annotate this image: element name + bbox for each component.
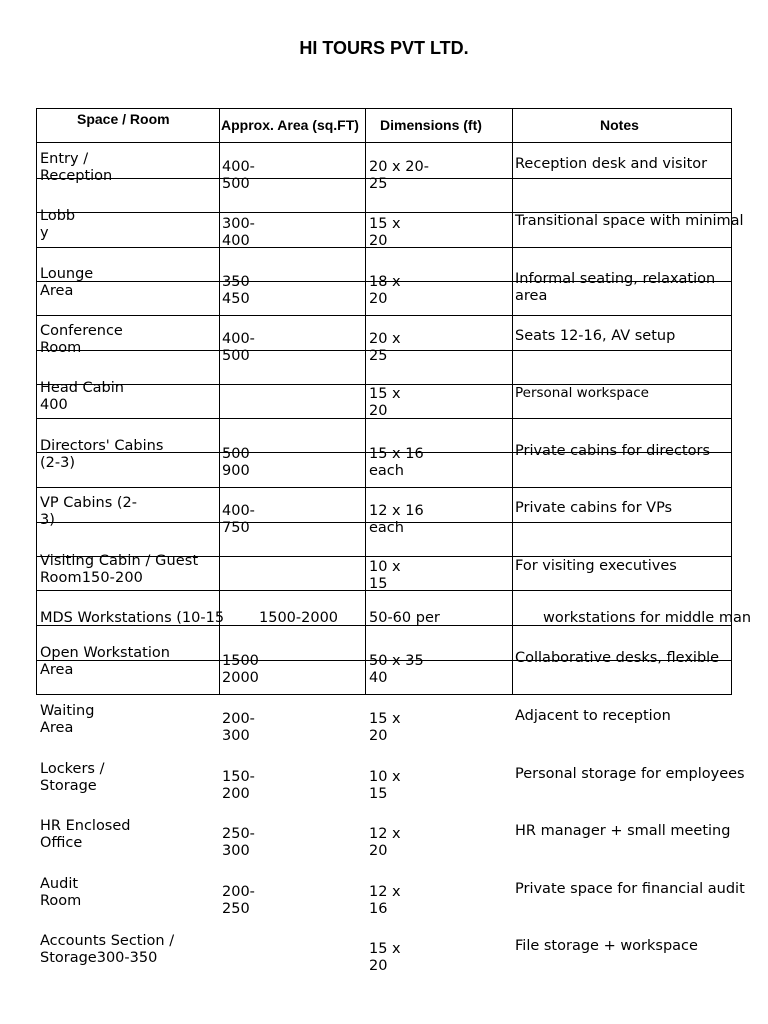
- cell-dims: [369, 386, 401, 420]
- cell-line: 12 x: [369, 884, 401, 900]
- cell-space: [40, 876, 81, 910]
- cell-line: MDS Workstations (10-15: [40, 610, 225, 626]
- cell-line: 20: [369, 843, 388, 859]
- cell-line: 250: [222, 901, 250, 917]
- cell-line: VP Cabins (2-: [40, 495, 137, 511]
- cell-line: 25: [369, 348, 388, 364]
- cell-notes: [543, 610, 751, 627]
- cell-line: 20: [369, 291, 388, 307]
- cell-line: 3): [40, 512, 55, 528]
- column-rule: [731, 108, 732, 695]
- cell-line: Lobb: [40, 208, 76, 224]
- cell-line: 400: [222, 233, 250, 249]
- cell-line: (2-3): [40, 455, 75, 471]
- cell-line: 250-: [222, 826, 255, 842]
- cell-line: 200-: [222, 711, 255, 727]
- cell-line: Private space for financial audit: [515, 881, 745, 897]
- cell-line: Accounts Section /: [40, 933, 175, 949]
- cell-notes: [515, 881, 745, 898]
- header-approx-area: Approx. Area (sq.FT): [221, 117, 359, 133]
- cell-dims: [369, 826, 401, 860]
- cell-line: Lounge: [40, 266, 94, 282]
- cell-line: 2000: [222, 670, 259, 686]
- cell-line: 200: [222, 786, 250, 802]
- cell-line: each: [369, 463, 404, 479]
- cell-line: 15 x: [369, 386, 401, 402]
- cell-line: 15: [369, 786, 388, 802]
- cell-line: 300: [222, 843, 250, 859]
- cell-line: 50-60 per: [369, 610, 440, 626]
- cell-line: 20 x: [369, 331, 401, 347]
- cell-line: area: [515, 288, 548, 304]
- cell-line: 40: [369, 670, 388, 686]
- cell-line: 1500-2000: [259, 610, 339, 626]
- cell-line: 500: [222, 348, 250, 364]
- cell-line: 12 x: [369, 826, 401, 842]
- cell-area: [222, 711, 255, 745]
- cell-line: Personal workspace: [515, 385, 649, 401]
- cell-line: 300-: [222, 216, 255, 232]
- cell-line: 400: [40, 397, 68, 413]
- cell-area: [222, 826, 255, 860]
- cell-line: Conference: [40, 323, 123, 339]
- cell-line: Room: [40, 893, 82, 909]
- cell-dims: [369, 610, 440, 627]
- cell-line: 200-: [222, 884, 255, 900]
- cell-notes: [515, 213, 744, 230]
- cell-dims: [369, 711, 401, 745]
- cell-line: 450: [222, 291, 250, 307]
- cell-notes: [515, 443, 710, 460]
- cell-line: Directors' Cabins: [40, 438, 164, 454]
- cell-line: Seats 12-16, AV setup: [515, 328, 676, 344]
- cell-line: 15 x: [369, 216, 401, 232]
- cell-notes: [515, 271, 715, 305]
- cell-dims: [369, 331, 401, 365]
- cell-dims: [369, 216, 401, 250]
- header-notes: Notes: [600, 117, 639, 133]
- cell-dims: [369, 274, 401, 308]
- cell-line: Transitional space with minimal: [515, 213, 744, 229]
- cell-space: [40, 438, 163, 472]
- cell-line: y: [40, 225, 49, 241]
- cell-line: 500: [222, 176, 250, 192]
- cell-space: [40, 703, 94, 737]
- cell-line: Adjacent to reception: [515, 708, 671, 724]
- cell-space: [40, 553, 198, 587]
- cell-notes: [515, 385, 649, 402]
- cell-area: [222, 653, 259, 687]
- cell-line: Area: [40, 720, 74, 736]
- cell-space: [40, 380, 124, 414]
- cell-line: 1500: [222, 653, 259, 669]
- cell-line: 15 x: [369, 941, 401, 957]
- cell-space: [40, 933, 174, 967]
- column-rule: [365, 108, 366, 695]
- cell-line: Waiting: [40, 703, 95, 719]
- cell-line: 25: [369, 176, 388, 192]
- cell-line: 10 x: [369, 559, 401, 575]
- cell-notes: [515, 938, 698, 955]
- cell-line: Collaborative desks, flexible: [515, 650, 720, 666]
- cell-dims: [369, 653, 424, 687]
- cell-area: [222, 331, 255, 365]
- cell-area: [222, 884, 255, 918]
- cell-line: 750: [222, 520, 250, 536]
- cell-line: 12 x 16: [369, 503, 424, 519]
- cell-dims: [369, 559, 401, 593]
- cell-line: 15 x 16: [369, 446, 424, 462]
- cell-area: [222, 503, 255, 537]
- cell-line: Area: [40, 283, 74, 299]
- cell-line: Open Workstation: [40, 645, 170, 661]
- cell-line: Audit: [40, 876, 79, 892]
- header-space-room: Space / Room: [77, 111, 170, 127]
- cell-line: For visiting executives: [515, 558, 677, 574]
- cell-notes: [515, 328, 675, 345]
- cell-line: 18 x: [369, 274, 401, 290]
- cell-line: 900: [222, 463, 250, 479]
- cell-notes: [515, 766, 745, 783]
- cell-line: 20: [369, 403, 388, 419]
- cell-space: [40, 610, 224, 627]
- cell-line: 500: [222, 446, 250, 462]
- cell-line: 15: [369, 576, 388, 592]
- cell-area: [259, 610, 338, 627]
- cell-area: [222, 274, 250, 308]
- cell-line: Visiting Cabin / Guest: [40, 553, 199, 569]
- cell-line: File storage + workspace: [515, 938, 698, 954]
- cell-notes: [515, 500, 672, 517]
- table-rule: [36, 315, 732, 316]
- cell-space: [40, 818, 131, 852]
- cell-line: 20: [369, 233, 388, 249]
- cell-space: [40, 761, 104, 795]
- cell-line: 400-: [222, 503, 255, 519]
- table-rule: [36, 108, 732, 109]
- cell-line: each: [369, 520, 404, 536]
- column-rule: [36, 108, 37, 695]
- cell-line: Entry /: [40, 151, 89, 167]
- cell-notes: [515, 558, 677, 575]
- cell-line: Room150-200: [40, 570, 143, 586]
- cell-line: 350: [222, 274, 250, 290]
- cell-line: Storage300-350: [40, 950, 158, 966]
- cell-line: Room: [40, 340, 82, 356]
- cell-line: Head Cabin: [40, 380, 124, 396]
- document-title: HI TOURS PVT LTD.: [299, 38, 469, 58]
- table-rule: [36, 694, 732, 695]
- cell-line: HR manager + small meeting: [515, 823, 731, 839]
- cell-line: 16: [369, 901, 388, 917]
- cell-line: 20: [369, 958, 388, 974]
- cell-line: Reception desk and visitor: [515, 156, 708, 172]
- table-rule: [36, 142, 732, 143]
- cell-notes: [515, 650, 719, 667]
- cell-line: Personal storage for employees: [515, 766, 745, 782]
- cell-line: 150-: [222, 769, 255, 785]
- cell-line: 20 x 20-: [369, 159, 429, 175]
- cell-line: Informal seating, relaxation: [515, 271, 716, 287]
- cell-space: [40, 495, 137, 529]
- cell-dims: [369, 884, 401, 918]
- cell-area: [222, 216, 255, 250]
- cell-dims: [369, 446, 424, 480]
- cell-dims: [369, 941, 401, 975]
- column-rule: [512, 108, 513, 695]
- cell-space: [40, 208, 75, 242]
- cell-line: Lockers /: [40, 761, 105, 777]
- cell-dims: [369, 159, 429, 193]
- cell-line: 400-: [222, 159, 255, 175]
- cell-line: 10 x: [369, 769, 401, 785]
- cell-line: Private cabins for directors: [515, 443, 710, 459]
- cell-dims: [369, 503, 424, 537]
- cell-line: 300: [222, 728, 250, 744]
- cell-line: Office: [40, 835, 83, 851]
- column-rule: [219, 108, 220, 695]
- cell-space: [40, 151, 112, 185]
- cell-notes: [515, 823, 730, 840]
- cell-line: Private cabins for VPs: [515, 500, 673, 516]
- cell-notes: [515, 708, 671, 725]
- table-rule: [36, 487, 732, 488]
- cell-space: [40, 323, 123, 357]
- cell-line: 50 x 35: [369, 653, 424, 669]
- cell-line: Area: [40, 662, 74, 678]
- cell-space: [40, 266, 93, 300]
- cell-notes: [515, 156, 707, 173]
- cell-area: [222, 769, 255, 803]
- cell-area: [222, 159, 255, 193]
- cell-line: HR Enclosed: [40, 818, 131, 834]
- cell-line: Reception: [40, 168, 113, 184]
- cell-line: Storage: [40, 778, 97, 794]
- cell-line: 20: [369, 728, 388, 744]
- cell-line: workstations for middle man: [543, 610, 752, 626]
- header-dimensions: Dimensions (ft): [380, 117, 482, 133]
- cell-line: 400-: [222, 331, 255, 347]
- cell-dims: [369, 769, 401, 803]
- cell-line: 15 x: [369, 711, 401, 727]
- cell-space: [40, 645, 170, 679]
- cell-area: [222, 446, 250, 480]
